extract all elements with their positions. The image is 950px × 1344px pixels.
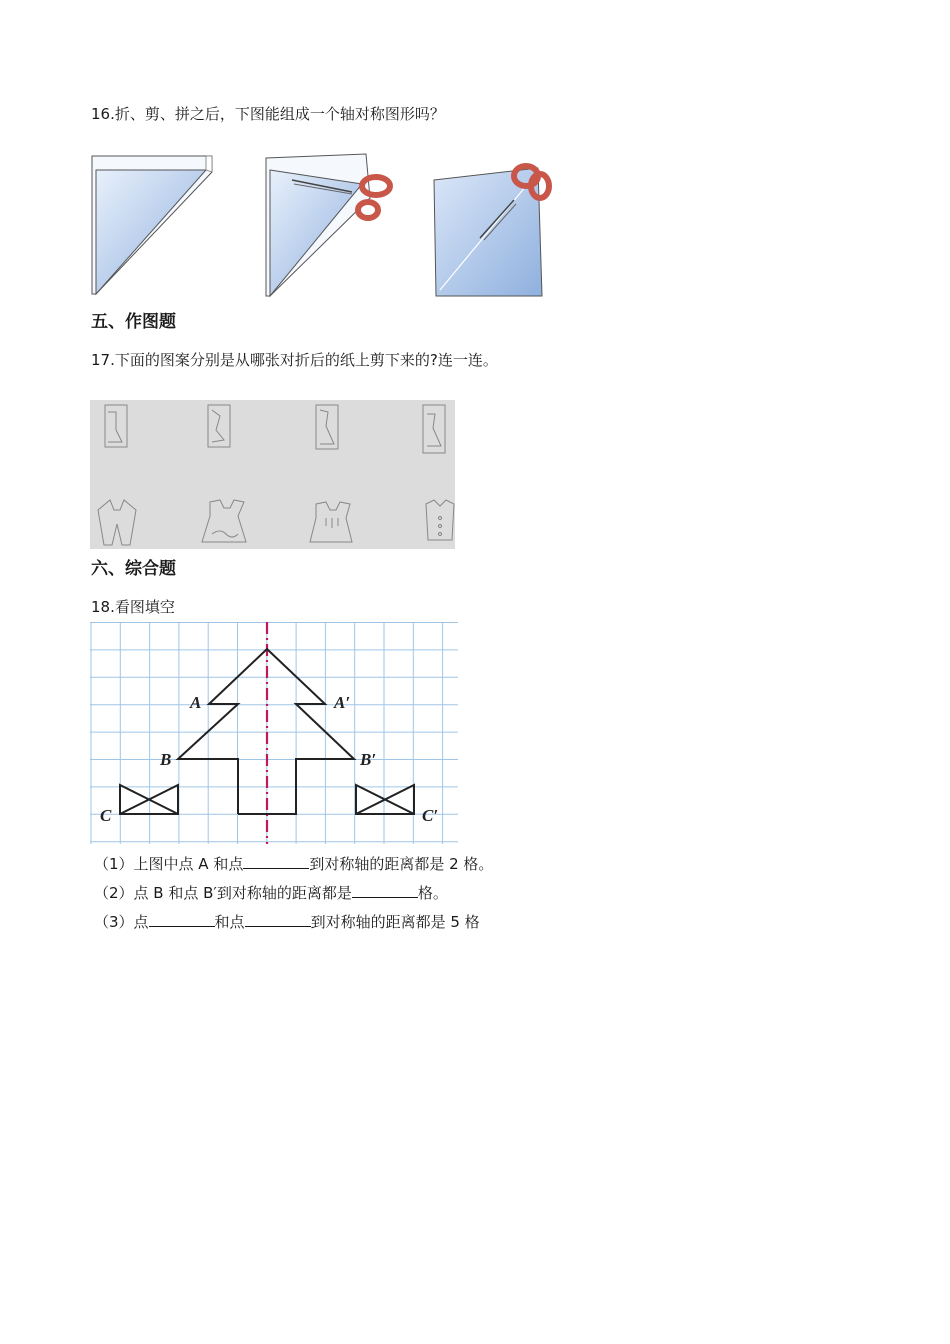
label-B-prime: B′ bbox=[360, 750, 377, 769]
folded-paper-patterns-illustration bbox=[90, 400, 455, 549]
q16-figure-unfold bbox=[430, 150, 560, 302]
section6-title: 六、综合题 bbox=[91, 559, 176, 579]
label-C: C bbox=[100, 806, 112, 825]
cutting-paper-illustration bbox=[262, 150, 402, 302]
q18-sub3-blank-1[interactable] bbox=[149, 912, 215, 927]
q18-grid-figure bbox=[90, 622, 458, 844]
q18-sub3-blank-2[interactable] bbox=[245, 912, 311, 927]
q18-sub2 bbox=[94, 883, 448, 903]
q16-text: 16.折、剪、拼之后，下图能组成一个轴对称图形吗？ bbox=[91, 105, 445, 123]
symmetry-grid-svg bbox=[90, 622, 458, 844]
label-A-prime: A′ bbox=[334, 693, 351, 712]
q17-figure bbox=[90, 400, 455, 549]
label-C-prime: C′ bbox=[422, 806, 439, 825]
label-B: B bbox=[160, 750, 172, 769]
q18-sub3-suffix: 到对称轴的距离都是 5 格 bbox=[310, 913, 480, 931]
q18-sub2-blank[interactable] bbox=[352, 883, 418, 898]
q18-sub3-prefix: （3）点 bbox=[94, 913, 149, 931]
cut-paper-illustration bbox=[430, 150, 560, 302]
q18-sub2-suffix: 格。 bbox=[417, 884, 448, 902]
q18-sub1-prefix: （1）上图中点 A 和点 bbox=[94, 855, 244, 873]
q18-sub1-suffix: 到对称轴的距离都是 2 格。 bbox=[309, 855, 494, 873]
label-A: A bbox=[190, 693, 202, 712]
q16-figure-fold bbox=[88, 150, 218, 300]
q16-figure-cut bbox=[262, 150, 402, 302]
q18-text: 18.看图填空 bbox=[91, 598, 175, 616]
section5-title: 五、作图题 bbox=[91, 312, 176, 332]
q18-sub3-middle: 和点 bbox=[214, 913, 245, 931]
folded-paper-illustration bbox=[88, 150, 218, 300]
q18-sub3 bbox=[94, 912, 480, 932]
q18-sub1 bbox=[94, 854, 493, 874]
q17-text: 17.下面的图案分别是从哪张对折后的纸上剪下来的?连一连。 bbox=[91, 351, 498, 369]
q18-sub1-blank[interactable] bbox=[243, 854, 309, 869]
q18-sub2-prefix: （2）点 B 和点 B′到对称轴的距离都是 bbox=[94, 884, 352, 902]
